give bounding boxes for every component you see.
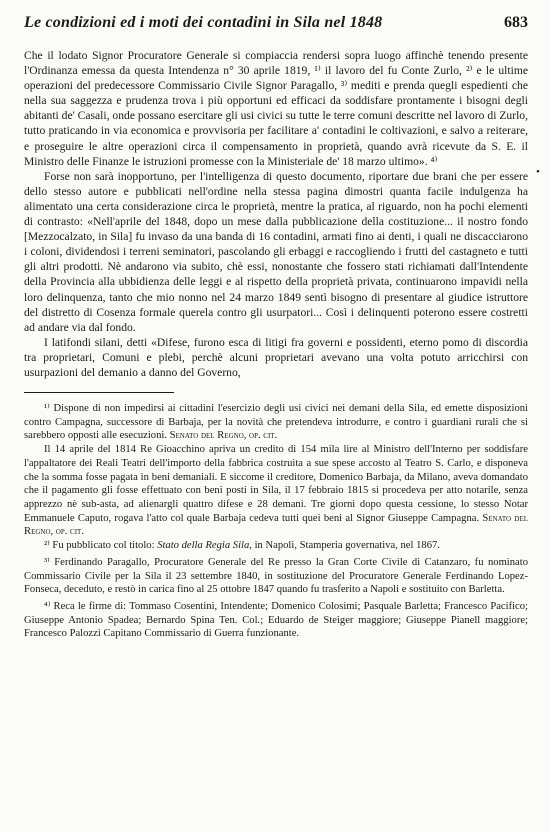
main-text xyxy=(24,48,528,380)
footnote-1-source: Senato del Regno, op. cit. xyxy=(169,430,278,442)
footnote-1 xyxy=(24,402,528,443)
footnote-1b-source: Senato del Regno, op. cit. xyxy=(24,512,528,538)
footnote-3: ³⁾ Ferdinando Paragallo, Procuratore Generale del Re presso la Gran Corte Civile di Catanzaro, fu nominato Commissario Civile per la Sila il 23 settembre 1840, in sostituzione del Procuratore Generale Ferdinando Lopez-Fonseca, deceduto, e restò in carica fino al 25 ottobre 1847 quando fu trasferito a Napoli e sostituito con Barletta. xyxy=(24,556,528,596)
footnote-2 xyxy=(24,539,528,553)
page-header xyxy=(24,14,528,38)
footnote-2-title: Stato della Regia Sila xyxy=(157,540,250,552)
paragraph-latifondi: I latifondi silani, detti «Difese, furono esca di litigi fra governi e possidenti, eterno pomo di discordia tra proprietari, Comuni e plebi, perchè alcuni proprietari avevano una volta potuto arricchirsi con usurpazioni del demanio a danno del Governo, xyxy=(24,335,528,379)
footnote-divider xyxy=(24,392,174,393)
footnote-2-text: ²⁾ Fu pubblicato col titolo: xyxy=(44,540,158,552)
footnote-2-tail: , in Napoli, Stamperia governativa, nel 1867. xyxy=(249,540,440,552)
page-number: 683 xyxy=(504,14,528,31)
paragraph-ordinance: Che il lodato Signor Procuratore Generale si compiaccia rendersi sopra luogo affinchè tenendo presente l'Ordinanza emessa da questa Intendenza n° 30 aprile 1819, ¹⁾ il lavoro del fu Conte Zurlo, ²⁾ e le ultime operazioni del predecessore Commissario Civile Signor Paragallo, ³⁾ mediti e prenda quegli espedienti che nella sua saggezza e prudenza trova i più opportuni ed efficaci da soddisfare prontamente i bisogni degli abitanti de' Casali, onde possano esercitare gli usi civici su tutte le terre comuni descritte nel lavoro di Zurlo, tutto praticando in via economica e provvisoria per facilitare a' contadini le coltivazioni, e salvo a reiterare, e proseguire le altre operazioni circa il compensamento in proprietà, quando avrà ricevute da S. E. il Ministro delle Finanze le istruzioni promesse con la Ministeriale de' 18 marzo ultimo». ⁴⁾ xyxy=(24,49,528,168)
footnotes xyxy=(24,402,528,641)
footnote-1-text: ¹⁾ Dispone di non impedirsi ai cittadini l'esercizio degli usi civici nei demani della Sila, ed emette disposizioni contro Campagna, successore di Barbaja, per la novità che pretendeva introdurre, e contro i guardiani rurali che si sarebbero opposti alle esecuzioni. xyxy=(24,403,528,442)
footnote-1b-text: Il 14 aprile del 1814 Re Gioacchino apriva un credito di 154 mila lire al Ministro dell'Interno per soddisfare l'appaltatore dei Reali Teatri dell'importo della fabbrica costruita a sue spese accosto al Teatro S. Carlo, e disponeva che la somma fosse pagata in beni demaniali. E siccome il creditore, Domenico Barbaja, da Milano, aveva domandato che il pagamento gli fosse effettuato con beni posti in Sila, il 17 febbraio 1815 si procedeva per atto notarile, senza apprezzo nè sub-asta, ad alienargli quattro difese e 28 demani. Tre giorni dopo questa cessione, lo stesso Notar Emmanuele Caputo, rogava l'atto col quale Barbaja cedeva tutti quei beni al Signor Giuseppe Campagna. xyxy=(24,444,528,524)
paragraph-quotation: Forse non sarà inopportuno, per l'intelligenza di questo documento, riportare due brani che per essere dello stesso autore e pubblicati nell'ordine nella stessa pagina dimostri quanta facile indulgenza ha alimentato una certa considerazione circa le proprietà, mentre la pratica, al riguardo, non ha pochi elementi di contrasto: «Nell'aprile del 1848, dopo un mese dalla pubblicazione della costituzione... il nostro fondo [Mezzocalzato, in Sila] fu invaso da una banda di 16 contadini, armati fino ai denti, i quali ne discacciarono i coloni, dividendosi i terreni seminatori, pascolando gli erbaggi e raccogliendo i frutti del castagneto e tutti gli altri prodotti. Nè andarono via subito, chè essi, nonostante che fossero stati richiamati dall'Intendente della Provincia alla ubbidienza delle leggi e al rispetto della proprietà privata, continuarono impavidi nella loro delinquenza, tanto che mio nonno nel 24 marzo 1849 sentì bisogno di presentare al giudice istruttore del distretto di Cosenza formale querela contro gli usurpatori... Così i delinquenti poterono essere costretti ad andare via dal fondo. xyxy=(24,169,528,334)
footnote-1-continued xyxy=(24,443,528,539)
bullet-icon: • xyxy=(536,166,540,178)
running-title: Le condizioni ed i moti dei contadini in Sila nel 1848 xyxy=(24,14,383,31)
footnote-4: ⁴⁾ Reca le firme di: Tommaso Cosentini, Intendente; Domenico Colosimi; Pasquale Barletta; Francesco Pacifico; Giuseppe Antonio Spadea; Bernardo Spina Ten. Col.; Eduardo de Steiger maggiore; Giuseppe Pianell maggiore; Francesco Palozzi Capitano Commissario di Guerra funzionante. xyxy=(24,600,528,640)
